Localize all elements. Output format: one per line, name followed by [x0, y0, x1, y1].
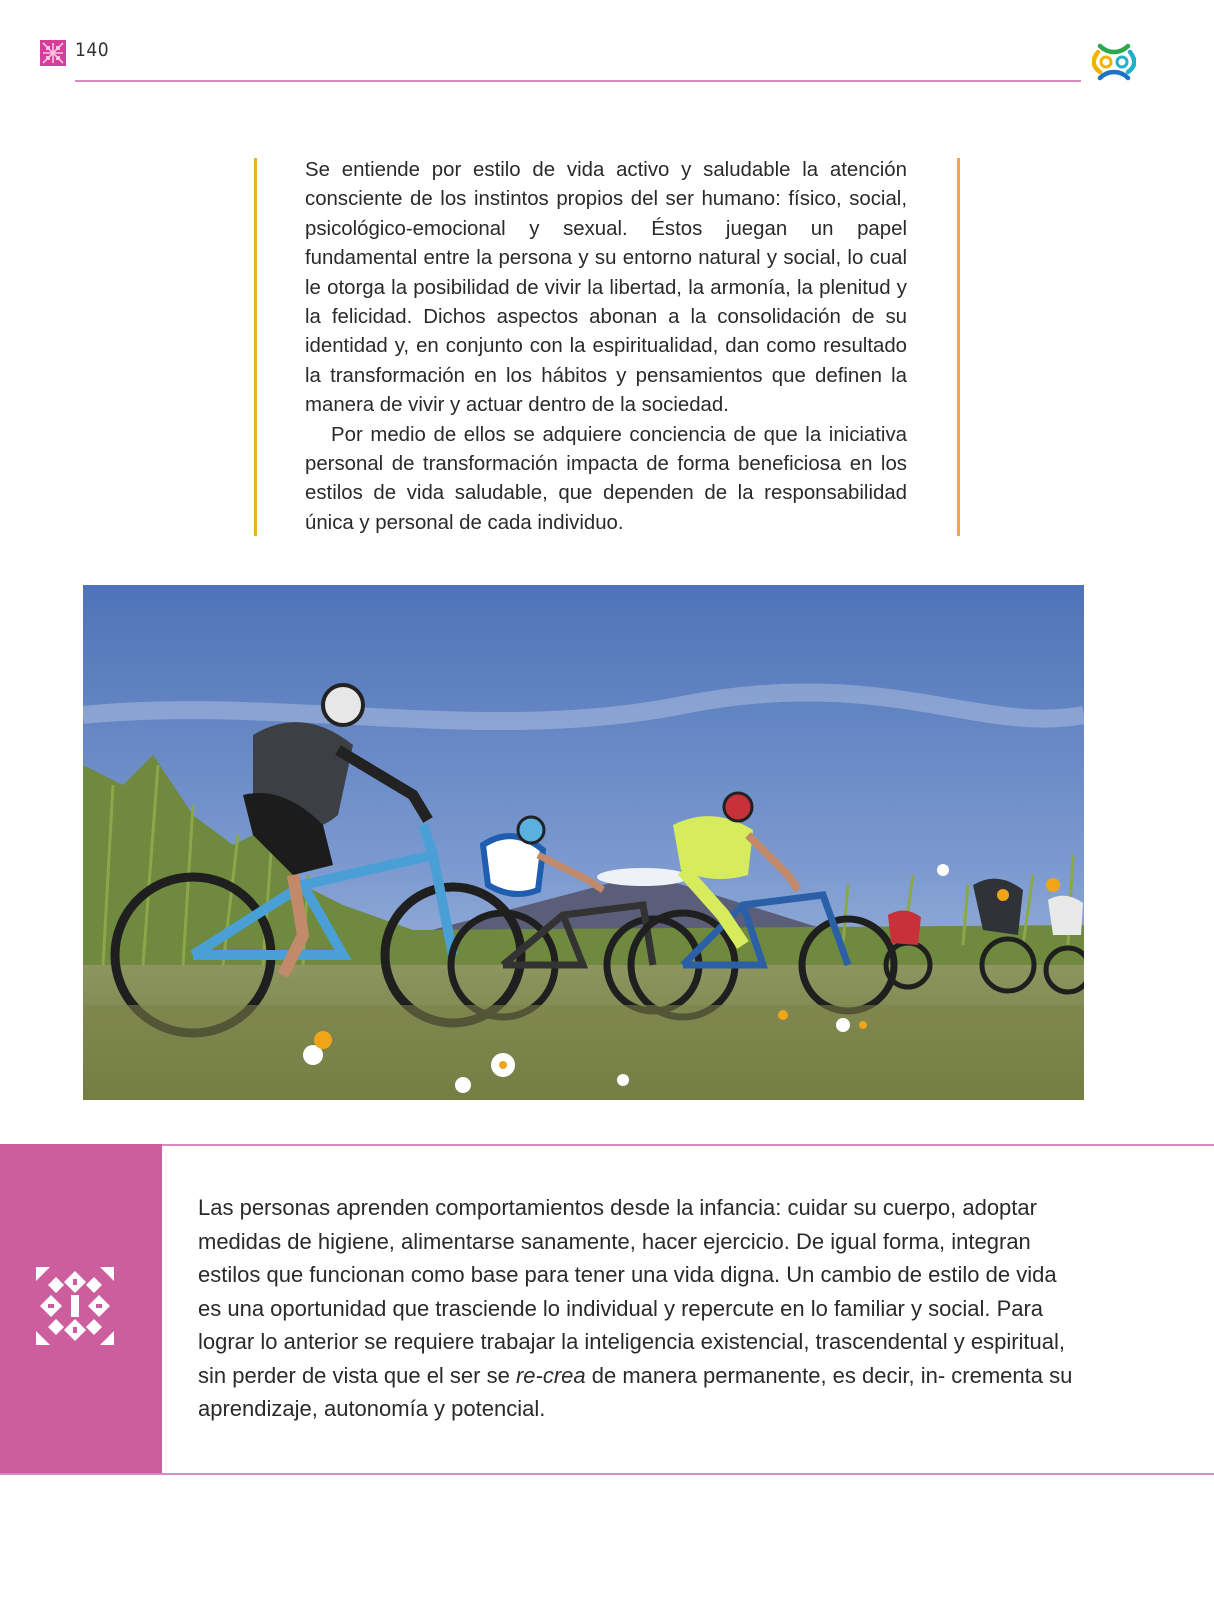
box-rule-bottom: [0, 1473, 1214, 1475]
page-number: 140: [75, 39, 110, 61]
info-text-after: de manera permanente, es decir, in- crementa su aprendizaje, autonomía y potencial.: [198, 1362, 1073, 1421]
info-text-before: Las personas aprenden comportamientos desde la infancia: cuidar su cuerpo, adoptar medidas de higiene, alimentarse sanamente, hacer ejercicio. De igual forma, integran estilos que funcionan como base para tener una vida digna. Un cambio de estilo de vida es una oportunidad que trasciende lo individual y repercute en lo familiar y social. Para lograr lo anterior se requiere trabajar la inteligencia existencial, trascendental y espiritual, sin perder de vista que el ser se: [198, 1195, 1066, 1388]
info-box-text: [198, 1191, 1078, 1426]
info-box-paragraph: [198, 1191, 1078, 1426]
quote-paragraph-2: Por medio de ellos se adquiere conciencia de que la iniciativa personal de transformación impacta de forma beneficiosa en los estilos de vida saludable, que dependen de la responsabilidad única y personal de cada individuo.: [305, 423, 907, 534]
quote-rule-right: [957, 158, 960, 536]
quote-text: [305, 156, 907, 538]
box-rule-top: [0, 1144, 1214, 1146]
info-text-italic: re-crea: [515, 1362, 586, 1388]
brand-logo-icon: [1092, 40, 1136, 84]
textile-pattern-icon: [36, 1267, 114, 1345]
cyclists-photo: [83, 585, 1084, 1100]
quote-paragraph-1: Se entiende por estilo de vida activo y saludable la atención consciente de los instintos propios del ser humano: físico, social, psicológico-emocional y sexual. Éstos juegan un papel fundamental entre la persona y su entorno natural y social, lo cual le otorga la posibilidad de vivir la libertad, la armonía, la plenitud y la felicidad. Dichos aspectos abonan a la consolidación de su identidad y, en conjunto con la espiritualidad, dan como resultado la transformación en los hábitos y pensamientos que definen la manera de vivir y actuar dentro de la sociedad.: [305, 159, 907, 417]
quote-rule-left: [254, 158, 257, 536]
header-rule: [75, 80, 1081, 82]
page-emblem-icon: [40, 40, 66, 66]
cyclists-photo-illustration: [83, 585, 1084, 1100]
